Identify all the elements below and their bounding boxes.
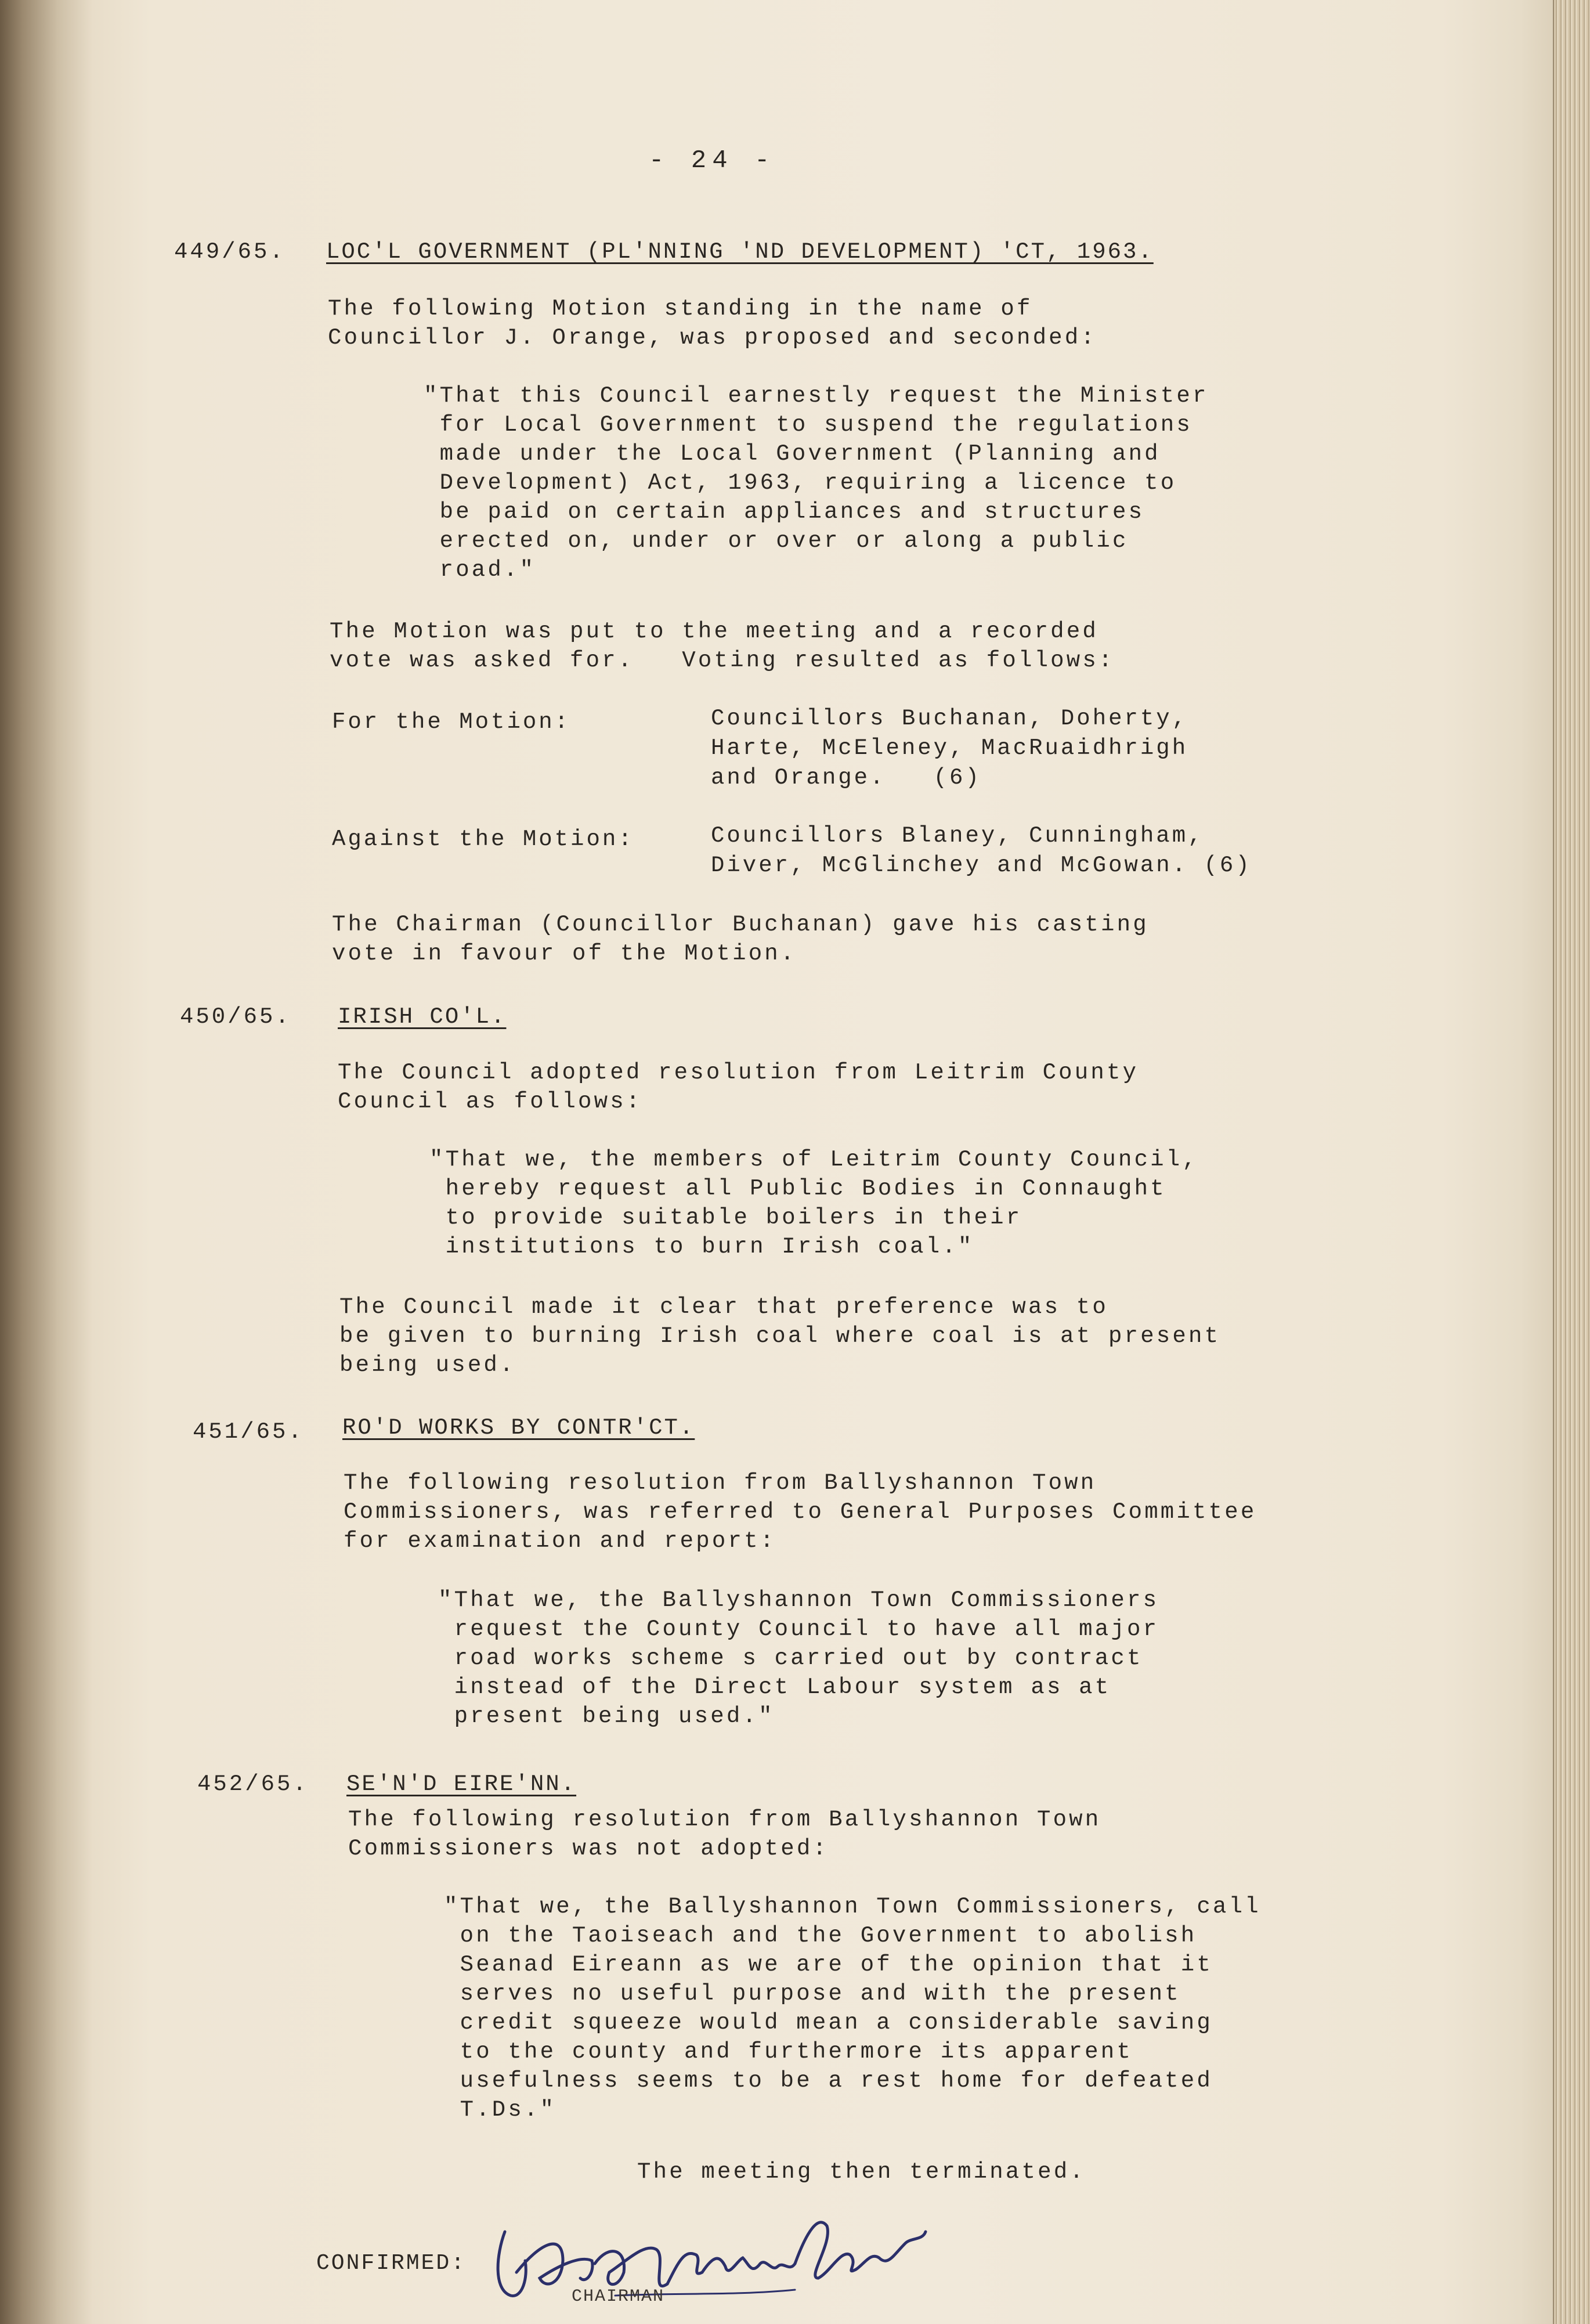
minute-intro: The following resolution from Ballyshannon Town Commissioners was not adopted: [348,1807,1101,1861]
against-motion-label: Against the Motion: [332,827,634,852]
page-number: - 24 - [649,146,776,175]
minute-title: SE′N′D EIRE′NN. [346,1771,577,1797]
minute-number: 450/65. [180,1004,291,1030]
confirmed-label: CONFIRMED: [316,2251,467,2276]
motion-quote: "That this Council earnestly request the Minister for Local Government to suspend the regulations made under the Local Government (Planning and Development) Act, 1963, requiring a licence to be paid on certain appliances and structures erected on, under or over or along a public road." [424,383,1209,583]
casting-vote-result: The Chairman (Councillor Buchanan) gave his casting vote in favour of the Motion. [332,912,1149,966]
minute-title: LOC′L GOVERNMENT (PL′NNING ′ND DEVELOPMENT) ′CT, 1963. [326,239,1154,265]
council-note: The Council made it clear that preference was to be given to burning Irish coal where coal is at present being used. [339,1294,1221,1378]
minute-intro: The Council adopted resolution from Leitrim County Council as follows: [338,1060,1139,1114]
minute-title: RO′D WORKS BY CONTR′CT. [342,1415,695,1441]
resolution-quote: "That we, the Ballyshannon Town Commissioners request the County Council to have all major road works scheme s carried out by contract instead of the Direct Labour system as at present being used." [438,1587,1159,1729]
minute-number: 452/65. [197,1771,309,1797]
signature-caption: CHAIRMAN [572,2287,665,2307]
page-stack-edge [1553,0,1590,2324]
minute-intro: The following Motion standing in the name of Councillor J. Orange, was proposed and seconded: [328,296,1097,351]
meeting-closing: The meeting then terminated. [637,2159,1086,2185]
chairman-signature [493,2208,934,2307]
minute-title: IRISH CO′L. [338,1004,507,1030]
resolution-quote: "That we, the members of Leitrim County Council, hereby request all Public Bodies in Connaught to provide suitable boilers in their institutions to burn Irish coal." [429,1147,1198,1260]
for-motion-label: For the Motion: [332,709,571,735]
against-motion-names: Councillors Blaney, Cunningham, Diver, McGlinchey and McGowan. (6) [711,823,1252,878]
for-motion-names: Councillors Buchanan, Doherty, Harte, McEleney, MacRuaidhrigh and Orange. (6) [711,706,1188,791]
minute-number: 449/65. [174,239,286,265]
resolution-quote: "That we, the Ballyshannon Town Commissioners, call on the Taoiseach and the Government to abolish Seanad Eireann as we are of the opinion that it serves no useful purpose and with the present credit squeeze would mean a considerable saving to the county and furthermore its apparent usefulness seems to be a rest home for defeated T.Ds." [444,1894,1261,2123]
vote-intro: The Motion was put to the meeting and a recorded vote was asked for. Voting resulted as follows: [330,619,1115,673]
minute-number: 451/65. [193,1419,304,1445]
minute-intro: The following resolution from Ballyshannon Town Commissioners, was referred to General Purposes Committee for examination and report: [344,1470,1257,1554]
